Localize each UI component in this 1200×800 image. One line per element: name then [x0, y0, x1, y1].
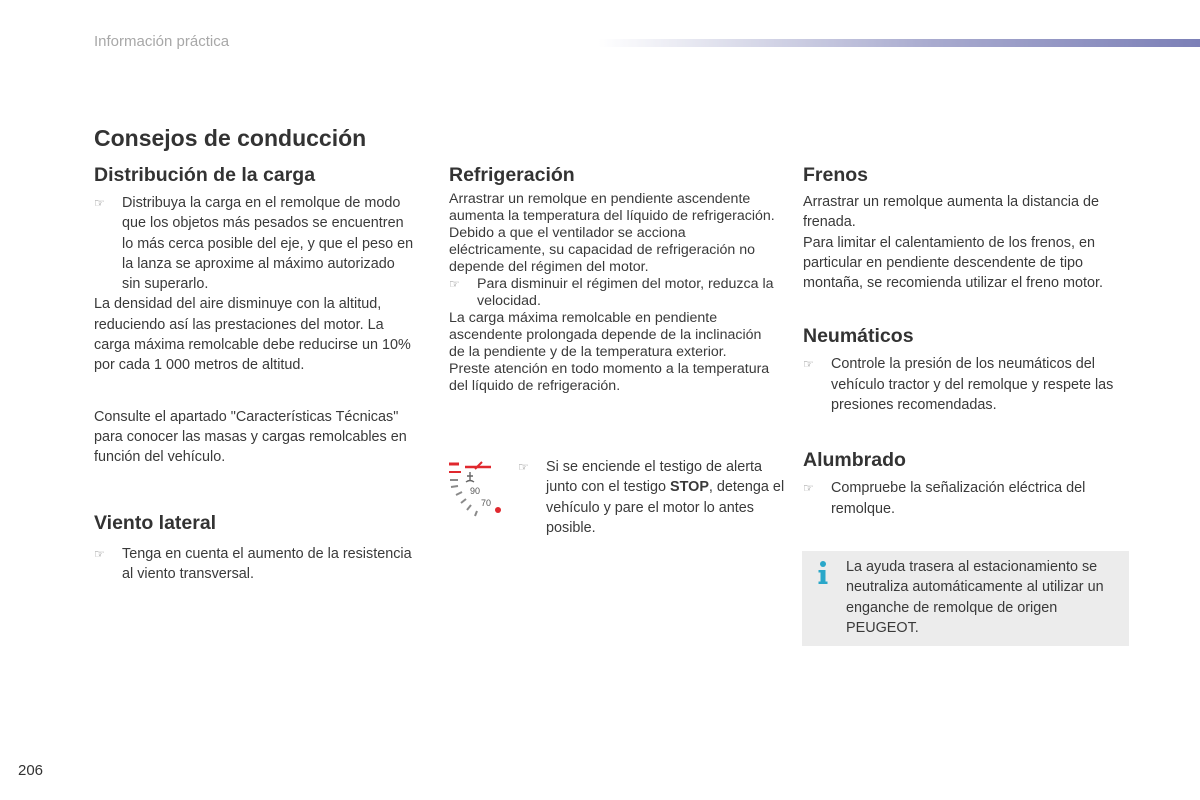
bullet-cooling [449, 276, 779, 310]
heading-crosswind: Viento lateral [94, 511, 217, 534]
pointing-hand-icon: ☞ [94, 546, 105, 561]
pointing-hand-icon: ☞ [94, 196, 105, 210]
page-number: 206 [18, 762, 44, 779]
column-right [803, 163, 1133, 519]
paragraph-brakes-2: Para limitar el calentamiento de los frenos, en particular en pendiente descendente de tipo montaña, se recomienda utilizar el freno motor. [803, 234, 1103, 292]
warning-text-before: Si se enciende el testigo de alerta junto con el testigo [546, 459, 763, 496]
gauge-tick-label-70: 70 [481, 498, 492, 508]
warning-text-after: , detenga el vehículo y pare el motor lo antes posible. [546, 479, 785, 536]
pointing-hand-icon: ☞ [803, 481, 814, 496]
bullet-text: Compruebe la señalización eléctrica del remolque. [831, 480, 1086, 517]
header-accent-bar [598, 39, 1200, 47]
stop-warning-label: STOP [670, 479, 709, 496]
heading-load-distribution: Distribución de la carga [94, 164, 316, 186]
paragraph-cooling-4: Preste atención en todo momento a la temperatura del líquido de refrigeración. [449, 361, 770, 394]
bullet-text: Para disminuir el régimen del motor, reduzca la velocidad. [477, 276, 774, 309]
heading-cooling: Refrigeración [449, 164, 575, 186]
column-middle [449, 163, 779, 395]
paragraph-cooling-1: Arrastrar un remolque en pendiente ascendente aumenta la temperatura del líquido de refrigeración. [449, 191, 775, 224]
info-note-text: La ayuda trasera al estacionamiento se neutraliza automáticamente al utilizar un enganche de remolque de origen PEUGEOT. [846, 559, 1104, 636]
bullet-tyres [803, 354, 1133, 415]
bullet-crosswind [94, 544, 416, 585]
gauge-tick-label-90: 90 [470, 486, 481, 496]
bullet-text: Controle la presión de los neumáticos del vehículo tractor y del remolque y respete las presiones recomendadas. [831, 356, 1114, 414]
heading-brakes: Frenos [803, 164, 869, 186]
bullet-load-distribution [94, 193, 416, 294]
page-title: Consejos de conducción [94, 125, 367, 151]
paragraph-cooling-3: La carga máxima remolcable en pendiente ascendente prolongada depende de la inclinación de la pendiente y de la temperatura exterior. [449, 310, 762, 360]
pointing-hand-icon: ☞ [449, 277, 460, 291]
heading-tyres: Neumáticos [803, 325, 914, 348]
bullet-text: Distribuya la carga en el remolque de modo que los objetos más pesados se encuentren lo más cerca posible del eje, y que el peso en la lanza se aproxime al máximo autorizado sin superarlo. [122, 195, 414, 293]
column-left [94, 163, 416, 584]
paragraph-see-specs: Consulte el apartado "Características Técnicas" para conocer las masas y cargas remolcables en función del vehículo. [94, 408, 407, 466]
pointing-hand-icon: ☞ [518, 460, 529, 474]
bullet-lighting [803, 478, 1133, 519]
paragraph-cooling-2: Debido a que el ventilador se acciona eléctricamente, su capacidad de refrigeración no depende del régimen del motor. [449, 225, 755, 275]
bullet-text: Tenga en cuenta el aumento de la resistencia al viento transversal. [122, 545, 412, 582]
paragraph-brakes-1: Arrastrar un remolque aumenta la distancia de frenada. [803, 194, 1099, 231]
coolant-temperature-gauge-icon [447, 458, 507, 528]
heading-lighting: Alumbrado [803, 449, 906, 472]
section-label: Información práctica [94, 33, 230, 50]
info-note-box [802, 551, 1129, 646]
paragraph-altitude: La densidad del aire disminuye con la altitud, reduciendo así las prestaciones del motor. La carga máxima remolcable debe reducirse un 10% por cada 1 000 metros de altitud. [94, 296, 411, 374]
pointing-hand-icon: ☞ [803, 357, 814, 372]
bullet-stop-warning [518, 457, 786, 538]
info-icon [816, 560, 830, 586]
